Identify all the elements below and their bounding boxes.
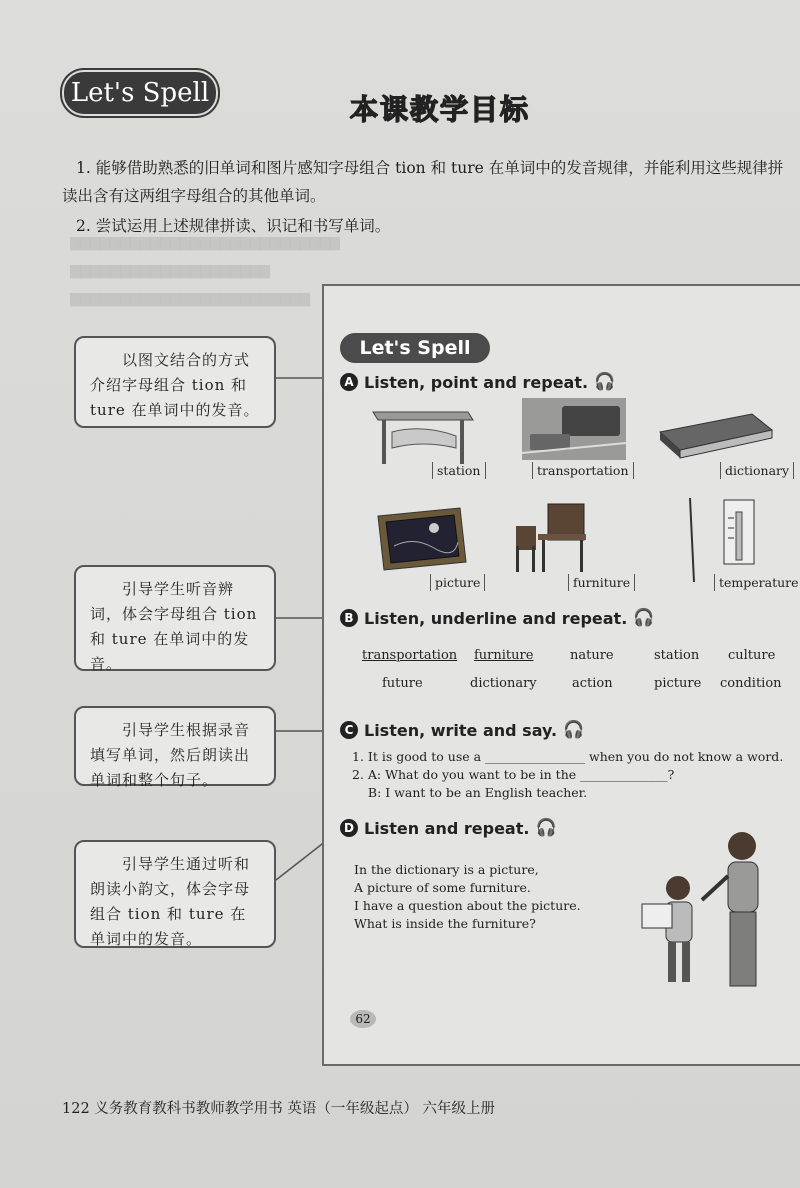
- section-b-title: Listen, underline and repeat.: [364, 608, 628, 628]
- rhyme-line-3: I have a question about the picture.: [354, 898, 581, 913]
- station-image: [368, 402, 478, 464]
- transportation-image: [522, 398, 626, 460]
- caption-dictionary: dictionary: [720, 462, 794, 479]
- caption-picture: picture: [430, 574, 485, 591]
- word-furniture: furniture: [474, 648, 534, 663]
- temperature-image: [684, 492, 784, 586]
- sentence-c-2: 2. A: What do you want to be in the ______________?: [352, 767, 675, 782]
- word-future: future: [382, 676, 423, 691]
- headphones-icon: 🎧: [535, 818, 557, 838]
- section-b-heading: [340, 608, 654, 628]
- headphones-icon: 🎧: [594, 372, 616, 392]
- headphones-icon: 🎧: [633, 608, 655, 628]
- caption-furniture: furniture: [568, 574, 635, 591]
- word-action: action: [572, 676, 613, 691]
- page-footer: 122 义务教育教科书教师教学用书 英语（一年级起点） 六年级上册: [62, 1101, 496, 1117]
- word-culture: culture: [728, 648, 776, 663]
- teaching-note-4: 引导学生通过听和朗读小韵文，体会字母组合 tion 和 ture 在单词中的发音。: [74, 840, 276, 948]
- section-c-title: Listen, write and say.: [364, 720, 558, 740]
- word-nature: nature: [570, 648, 614, 663]
- teaching-note-2: 引导学生听音辨词，体会字母组合 tion 和 ture 在单词中的发音。: [74, 565, 276, 671]
- word-picture: picture: [654, 676, 702, 691]
- caption-station: station: [432, 462, 486, 479]
- section-a-heading: [340, 372, 615, 392]
- section-d-heading: [340, 818, 557, 838]
- sentence-c-1: 1. It is good to use a ________________ when you do not know a word.: [352, 749, 784, 764]
- sentence-c-3: B: I want to be an English teacher.: [352, 785, 588, 800]
- section-d-title: Listen and repeat.: [364, 818, 530, 838]
- dictionary-image: [656, 410, 776, 460]
- furniture-image: [512, 498, 588, 574]
- teaching-note-1: 以图文结合的方式介绍字母组合 tion 和 ture 在单词中的发音。: [74, 336, 276, 428]
- panel-title: Let's Spell: [340, 333, 490, 363]
- headphones-icon: 🎧: [563, 720, 585, 740]
- goal-1: 1. 能够借助熟悉的旧单词和图片感知字母组合 tion 和 ture 在单词中的发音规律，并能利用这些规律拼读出含有这两组字母组合的其他单词。: [62, 159, 784, 205]
- lets-spell-tag: Let's Spell: [62, 70, 218, 116]
- word-transportation: transportation: [362, 648, 458, 663]
- section-a-title: Listen, point and repeat.: [364, 372, 589, 392]
- word-dictionary: dictionary: [470, 676, 537, 691]
- section-c-badge: C: [340, 721, 358, 739]
- section-d-badge: D: [340, 819, 358, 837]
- rhyme-line-2: A picture of some furniture.: [354, 880, 531, 895]
- section-c-heading: [340, 720, 584, 740]
- caption-transportation: transportation: [532, 462, 634, 479]
- goal-title: 本课教学目标: [350, 93, 531, 126]
- section-b-badge: B: [340, 609, 358, 627]
- rhyme-line-1: In the dictionary is a picture,: [354, 862, 539, 877]
- word-condition: condition: [720, 676, 782, 691]
- picture-image: [374, 506, 470, 572]
- word-station: station: [654, 648, 700, 663]
- section-a-badge: A: [340, 373, 358, 391]
- teacher-and-student-illustration: [632, 826, 782, 992]
- rhyme-line-4: What is inside the furniture?: [354, 916, 536, 931]
- teaching-note-3: 引导学生根据录音填写单词，然后朗读出单词和整个句子。: [74, 706, 276, 786]
- goal-2: 2. 尝试运用上述规律拼读、识记和书写单词。: [76, 217, 391, 235]
- caption-temperature: temperature: [714, 574, 800, 591]
- textbook-page-number: 62: [350, 1010, 376, 1028]
